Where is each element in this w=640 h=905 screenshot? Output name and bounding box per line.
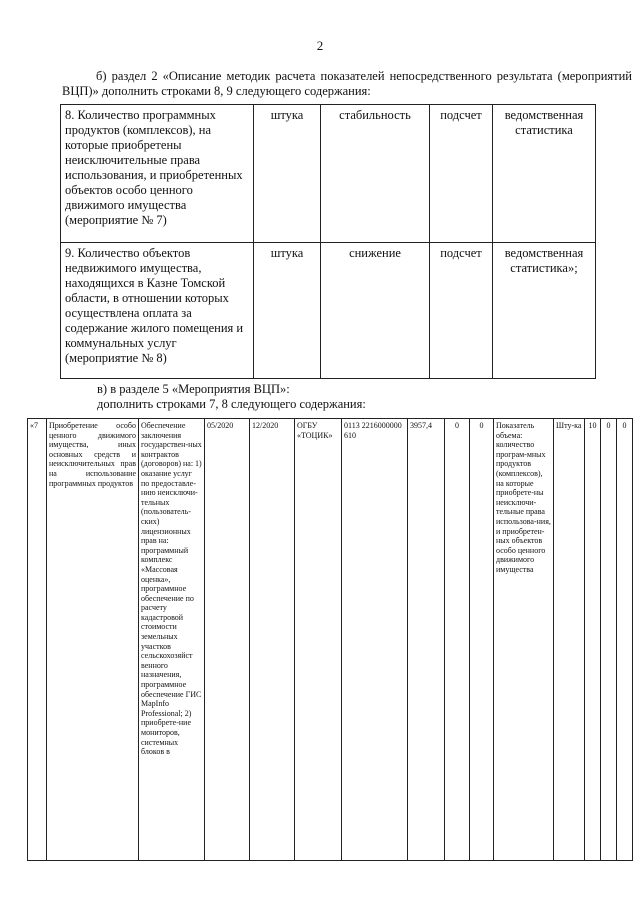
- activities-table: [27, 418, 633, 861]
- activity-name: Приобретение особо ценного движимого имущества, иных основных средств и неисключительных прав на использование программных продуктов: [47, 419, 139, 861]
- budget-code: 0113 2216000000 610: [342, 419, 408, 861]
- quantity-3: 0: [617, 419, 633, 861]
- row-number: «7: [28, 419, 47, 861]
- indicator-name: 9. Количество объектов недвижимого имущества, находящихся в Казне Томской области, в отношении которых осуществлена оплата за содержание жилого помещения и коммунальных услуг (мероприятие № 8): [61, 243, 254, 379]
- indicator-unit: Шту-ка: [554, 419, 585, 861]
- unit-cell: штука: [254, 243, 321, 379]
- executor: ОГБУ «ТОЦИК»: [295, 419, 342, 861]
- table-row: [28, 419, 633, 861]
- method-cell: подсчет: [430, 105, 493, 243]
- unit-cell: штука: [254, 105, 321, 243]
- section-b-intro: б) раздел 2 «Описание методик расчета показателей непосредственного результата (мероприятий ВЦП)» дополнить строками 8, 9 следующего содержания:: [62, 69, 632, 98]
- activity-description: Обеспечение заключения государствен-ных контрактов (договоров) на: 1) оказание услуг по предоставле-нию неисключи-тельных (пользователь-ских) лицензионных прав на: программный комплекс «Массовая оценка», программное обеспечение по расчету кадастровой стоимости земельных участков сельскохозяйст венного назначения, программное обеспечение ГИС MapInfo Professional; 2) приобрете-ние мониторов, системных блоков в: [139, 419, 205, 861]
- methods-table: [60, 104, 596, 379]
- page-number: 2: [316, 38, 324, 53]
- indicator-name: 8. Количество программных продуктов (комплексов), на которые приобретены неисключительные права использования, и приобретенных объектов особо ценного движимого имущества (мероприятие № 7): [61, 105, 254, 243]
- source-cell: ведомственная статистика: [493, 105, 596, 243]
- table-row: [61, 105, 596, 243]
- trend-cell: стабильность: [321, 105, 430, 243]
- end-date: 12/2020: [250, 419, 295, 861]
- section-v-line2: дополнить строками 7, 8 следующего содержания:: [97, 397, 366, 411]
- start-date: 05/2020: [205, 419, 250, 861]
- table-row: [61, 243, 596, 379]
- method-cell: подсчет: [430, 243, 493, 379]
- value-1: 0: [445, 419, 470, 861]
- section-v-line1: в) в разделе 5 «Мероприятия ВЦП»:: [97, 382, 290, 396]
- indicator: Показатель объема: количество програм-мных продуктов (комплексов), на которые приобрете-ны неисключи-тельные права использова-ния, и приобретен-ных объектов особо ценного движимого имущества: [494, 419, 554, 861]
- quantity-2: 0: [601, 419, 617, 861]
- trend-cell: снижение: [321, 243, 430, 379]
- source-cell: ведомственная статистика»;: [493, 243, 596, 379]
- value-2: 0: [470, 419, 494, 861]
- amount: 3957,4: [408, 419, 445, 861]
- quantity-1: 10: [585, 419, 601, 861]
